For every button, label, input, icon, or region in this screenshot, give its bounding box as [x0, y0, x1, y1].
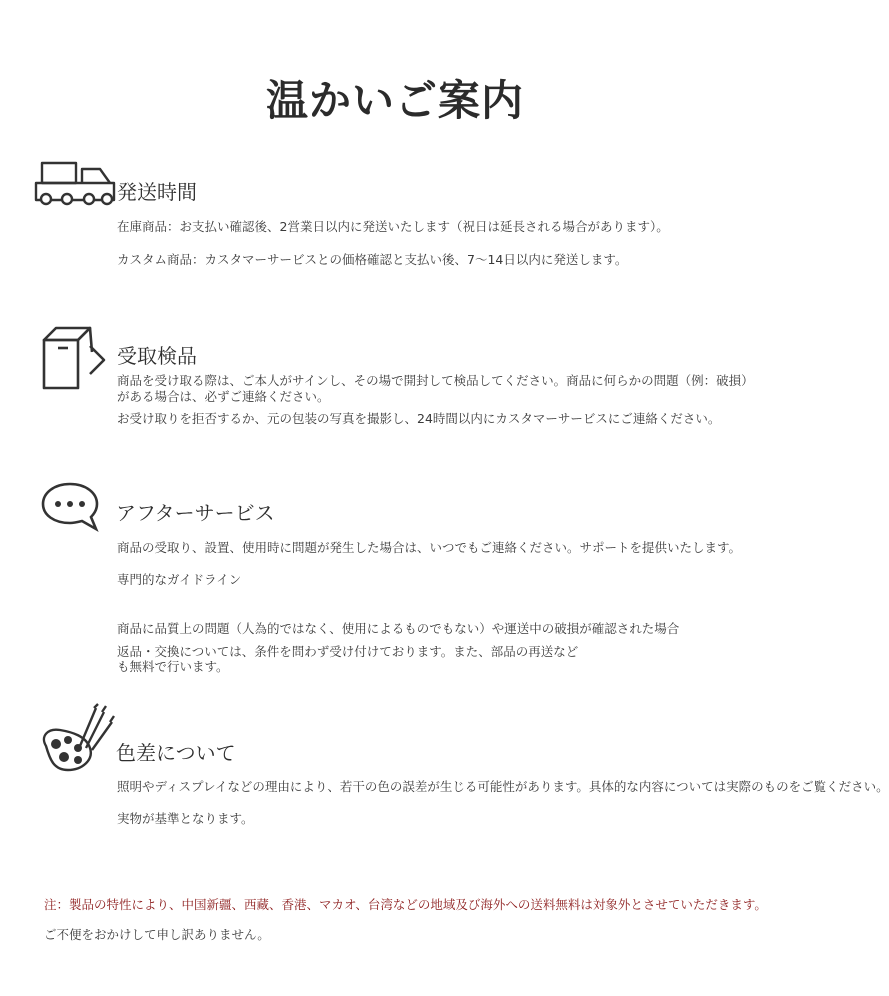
section-title-inspection: 受取検品 — [117, 344, 197, 368]
aftersales-text-contact: 商品の受取り、設置、使用時に問題が発生した場合は、いつでもご連絡ください。サポートを提供いたします。 — [117, 540, 742, 555]
section-title-aftersales: アフターサービス — [116, 501, 275, 525]
color-text-standard: 実物が基準となります。 — [117, 811, 254, 826]
inspection-text-refuse: お受け取りを拒否するか、元の包装の写真を撮影し、24時間以内にカスタマーサービスにご連絡ください。 — [117, 411, 721, 426]
shipping-text-custom: カスタム商品：カスタマーサービスとの価格確認と支払い後、7〜14日以内に発送します。 — [117, 252, 628, 267]
section-title-color: 色差について — [116, 741, 236, 765]
color-text-reason: 照明やディスプレイなどの理由により、若干の色の誤差が生じる可能性があります。具体的な内容については実際のものをご覧ください。 — [117, 779, 889, 794]
inspection-text-receive: 商品を受け取る際は、ご本人がサインし、その場で開封して検品してください。商品に何らかの問題（例：破損）がある場合は、必ずご連絡ください。 — [117, 373, 754, 404]
aftersales-text-guideline: 専門的なガイドライン — [117, 572, 242, 587]
page-title: 温かいご案内 — [265, 76, 524, 125]
section-title-shipping: 発送時間 — [117, 180, 197, 204]
box-icon — [40, 326, 110, 390]
shipping-exclusion-note: 注：製品の特性により、中国新疆、西藏、香港、マカオ、台湾などの地域及び海外への送料無料は対象外とさせていただきます。 — [44, 897, 767, 912]
chat-bubble-icon — [40, 481, 102, 533]
truck-icon — [34, 160, 120, 208]
apology-text: ご不便をおかけして申し訳ありません。 — [44, 927, 270, 942]
aftersales-text-quality: 商品に品質上の問題（人為的ではなく、使用によるものでもない）や運送中の破損が確認された場合 — [117, 621, 680, 636]
shipping-text-stock: 在庫商品：お支払い確認後、2営業日以内に発送いたします（祝日は延長される場合があります）。 — [117, 219, 669, 234]
palette-icon — [38, 702, 118, 774]
aftersales-text-return: 返品・交換については、条件を問わず受け付けております。また、部品の再送なども無料で行います。 — [117, 644, 579, 674]
